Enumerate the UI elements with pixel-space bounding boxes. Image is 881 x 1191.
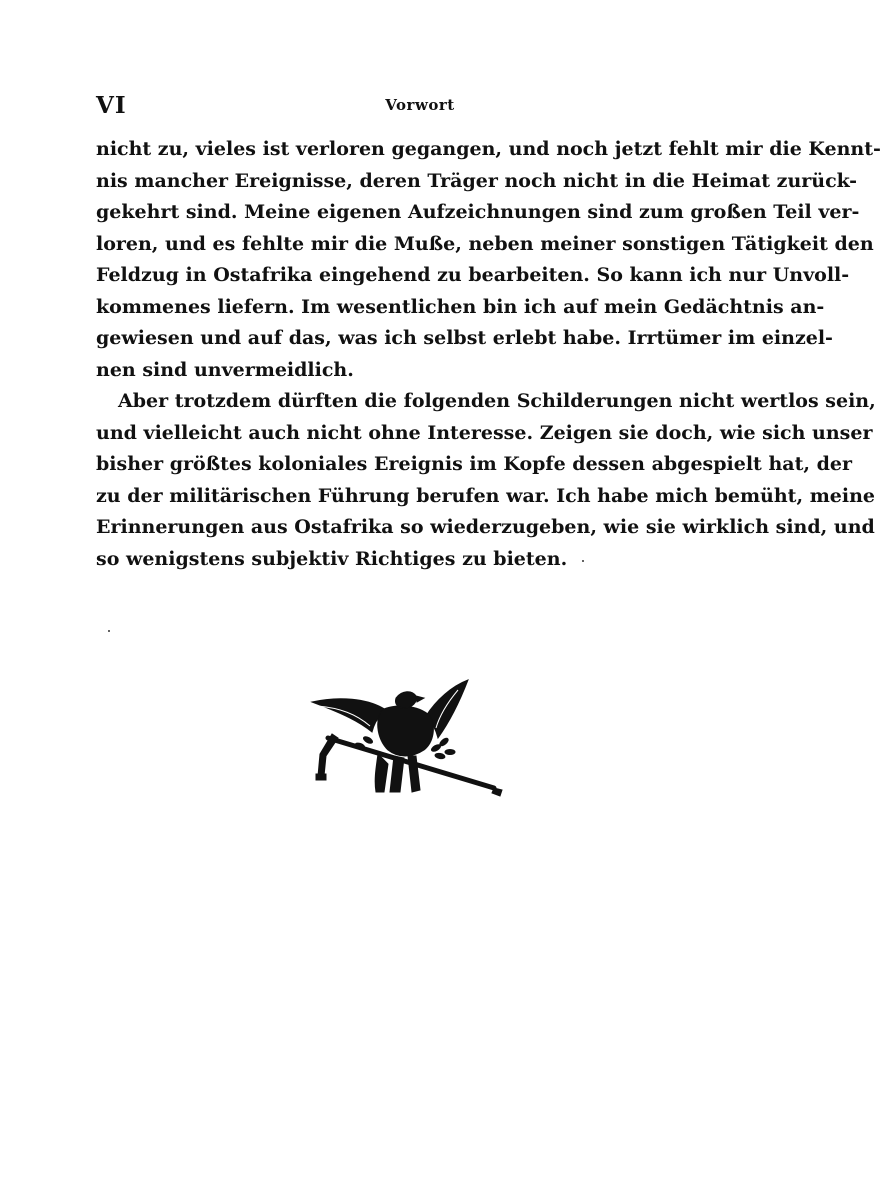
text-line: zu der militärischen Führung berufen war. Ich habe mich bemüht, meine	[96, 484, 875, 507]
text-line: nis mancher Ereignisse, deren Träger noch nicht in die Heimat zurück-	[96, 169, 857, 192]
text-line: Aber trotzdem dürften die folgenden Schilderungen nicht wertlos sein,	[118, 390, 876, 412]
text-line: nicht zu, vieles ist verloren gegangen, und noch jetzt fehlt mir die Kennt-	[96, 138, 881, 160]
text-line: Feldzug in Ostafrika eingehend zu bearbeiten. So kann ich nur Unvoll-	[96, 264, 850, 286]
scan-speck	[108, 630, 110, 632]
text-line: nen sind unvermeidlich.	[96, 358, 354, 381]
text-line: kommenes liefern. Im wesentlichen bin ich auf mein Gedächtnis an-	[96, 295, 825, 318]
text-line: loren, und es fehlte mir die Muße, neben meiner sonstigen Tätigkeit den	[96, 232, 874, 255]
text-line: Erinnerungen aus Ostafrika so wiederzugeben, wie sie wirklich sind, und	[96, 516, 875, 538]
text-line: bisher größtes koloniales Ereignis im Kopfe dessen abgespielt hat, der	[96, 453, 852, 475]
page-number: VI	[96, 92, 127, 119]
text-line: gekehrt sind. Meine eigenen Aufzeichnungen sind zum großen Teil ver-	[96, 201, 860, 223]
text-line: gewiesen und auf das, was ich selbst erlebt habe. Irrtümer im einzel-	[96, 327, 833, 349]
body-text	[96, 134, 881, 575]
running-head: Vorwort	[385, 96, 455, 114]
scan-speck	[582, 560, 584, 562]
text-line: und vielleicht auch nicht ohne Interesse. Zeigen sie doch, wie sich unser	[96, 421, 873, 444]
eagle-with-sword-and-laurel-icon	[308, 676, 508, 798]
text-line: so wenigstens subjektiv Richtiges zu bieten.	[96, 547, 568, 570]
